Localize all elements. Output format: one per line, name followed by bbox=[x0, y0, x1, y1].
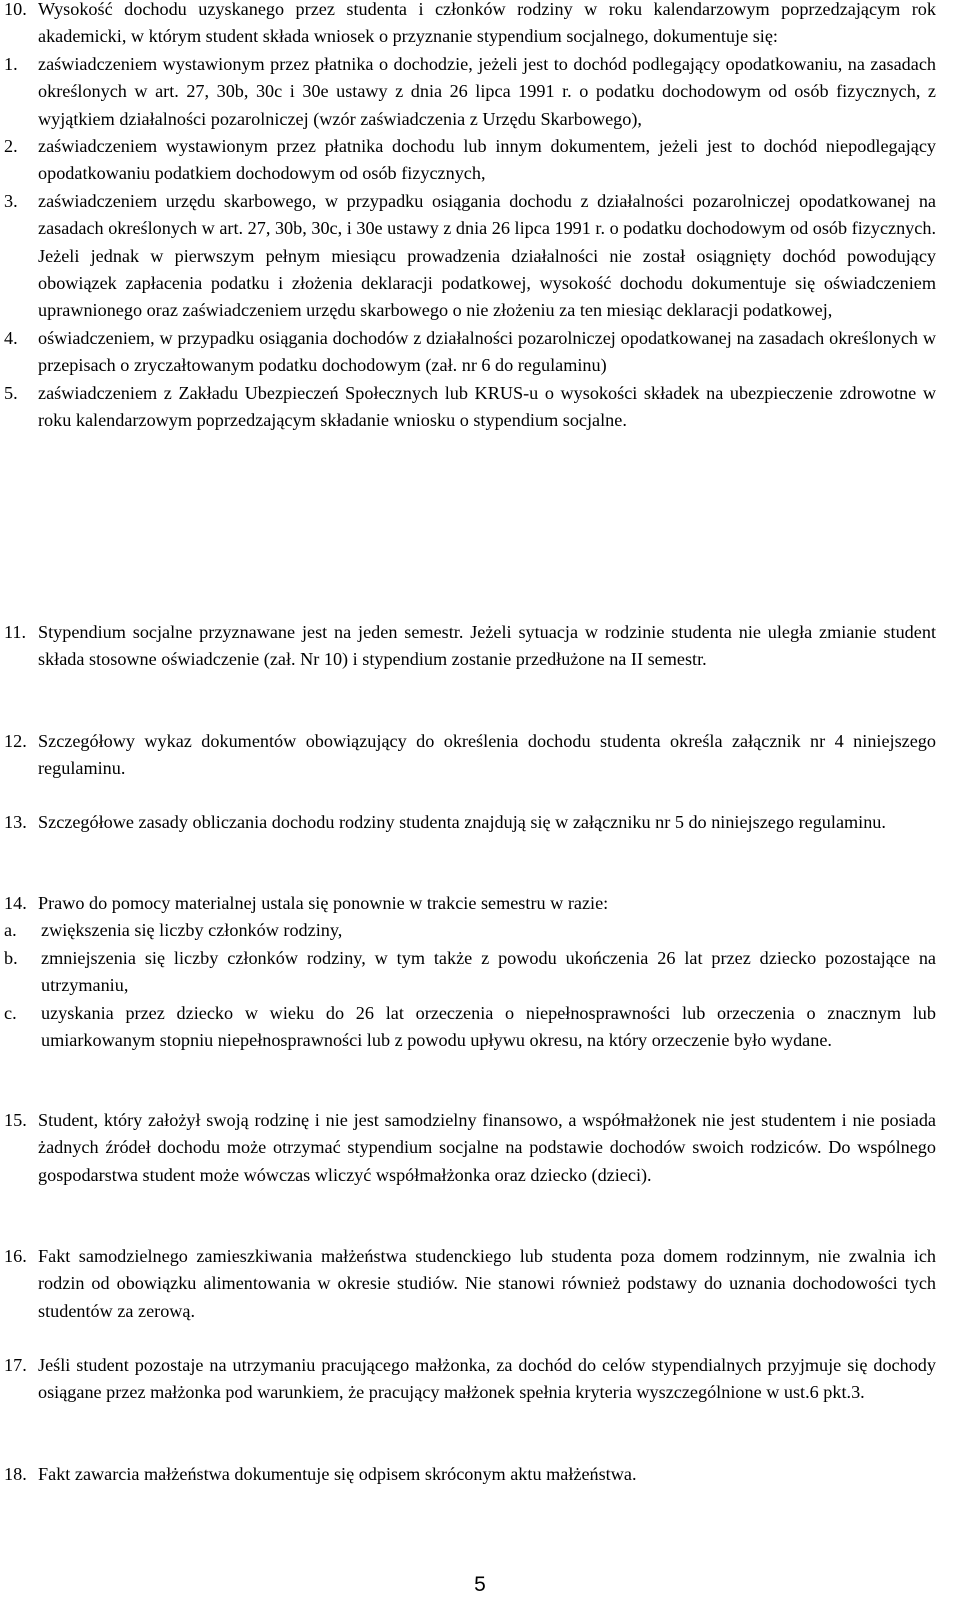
list-text: uzyskania przez dziecko w wieku do 26 lat orzeczenia o niepełnosprawności lub orzeczenia o znacznym lub umiarkowanym stopniu niepełnosprawności lub z powodu upływu okresu, na który orzeczenie było wydane. bbox=[41, 1002, 936, 1051]
paragraph-text: Szczegółowy wykaz dokumentów obowiązujący do określenia dochodu studenta określa załącznik nr 4 niniejszego regulaminu. bbox=[38, 731, 936, 779]
list-text: zaświadczeniem wystawionym przez płatnika o dochodzie, jeżeli jest to dochód podlegający opodatkowaniu, na zasadach określonych w art. 27, 30b, 30c i 30e ustawy z dnia 26 lipca 1991 r. o podatku dochodowym od osób fizycznych, z wyjątkiem działalności pozarolniczej (wzór zaświadczenia z Urzędu Skarbowego), bbox=[38, 53, 936, 129]
list-number: 2. bbox=[4, 136, 18, 157]
list-item bbox=[4, 325, 936, 380]
list-number: 3. bbox=[4, 190, 18, 211]
paragraph-number: 17. bbox=[4, 1355, 27, 1375]
list-item bbox=[4, 188, 936, 325]
page-number: 5 bbox=[474, 1573, 486, 1596]
list-item bbox=[4, 945, 936, 1000]
paragraph-text: Prawo do pomocy materialnej ustala się ponownie w trakcie semestru w razie: bbox=[38, 893, 609, 913]
paragraph-text: Szczegółowe zasady obliczania dochodu rodziny studenta znajdują się w załączniku nr 5 do niniejszego regulaminu. bbox=[38, 812, 886, 832]
paragraph-11 bbox=[4, 619, 936, 674]
paragraph-text: Student, który założył swoją rodzinę i nie jest samodzielny finansowo, a współmałżonek nie jest studentem i nie posiada żadnych źródeł dochodu może otrzymać stypendium socjalne na podstawie dochodów swoich rodziców. Do wspólnego gospodarstwa student może wówczas wliczyć współmałżonka oraz dziecko (dzieci). bbox=[38, 1110, 936, 1185]
paragraph-number: 13. bbox=[4, 812, 27, 832]
paragraph-10 bbox=[4, 0, 936, 435]
list-item bbox=[4, 917, 936, 944]
paragraph-text: Stypendium socjalne przyznawane jest na jeden semestr. Jeżeli sytuacja w rodzinie studenta nie uległa zmianie student składa stosowne oświadczenie (zał. Nr 10) i stypendium zostanie przedłużone na II semestr. bbox=[38, 622, 936, 670]
list-text: zwiększenia się liczby członków rodziny, bbox=[41, 920, 343, 941]
paragraph-number: 10. bbox=[4, 0, 27, 19]
list-text: oświadczeniem, w przypadku osiągania dochodów z działalności pozarolniczej opodatkowanej na zasadach określonych w przepisach o zryczałtowanym podatku dochodowym (zał. nr 6 do regulaminu) bbox=[38, 327, 936, 376]
paragraph-number: 11. bbox=[4, 622, 27, 642]
list-item bbox=[4, 51, 936, 133]
paragraph-text: Wysokość dochodu uzyskanego przez studenta i członków rodziny w roku kalendarzowym poprzedzającym rok akademicki, w którym student składa wniosek o przyznanie stypendium socjalnego, dokumentuje się: bbox=[38, 0, 936, 47]
list-letter: b. bbox=[4, 947, 18, 968]
paragraph-17 bbox=[4, 1352, 936, 1407]
paragraph-text: Fakt zawarcia małżeństwa dokumentuje się odpisem skróconym aktu małżeństwa. bbox=[38, 1464, 637, 1484]
list-item bbox=[4, 133, 936, 188]
paragraph-16 bbox=[4, 1243, 936, 1325]
paragraph-text: Jeśli student pozostaje na utrzymaniu pracującego małżonka, za dochód do celów stypendialnych przyjmuje się dochody osiągane przez małżonka pod warunkiem, że pracujący małżonek spełnia kryteria wyszczególnione w ust.6 pkt.3. bbox=[38, 1355, 936, 1403]
paragraph-number: 14. bbox=[4, 893, 27, 913]
paragraph-text: Fakt samodzielnego zamieszkiwania małżeństwa studenckiego lub studenta poza domem rodzinnym, nie zwalnia ich rodzin od obowiązku alimentowania w okresie studiów. Nie stanowi również podstawy do uznania dochodowości tych studentów za zerową. bbox=[38, 1246, 936, 1321]
paragraph-12 bbox=[4, 728, 936, 783]
paragraph-number: 18. bbox=[4, 1464, 27, 1484]
list-number: 5. bbox=[4, 382, 18, 403]
paragraph-13 bbox=[4, 809, 936, 836]
list-item bbox=[4, 1000, 936, 1055]
list-number: 1. bbox=[4, 53, 18, 74]
list-number: 4. bbox=[4, 327, 18, 348]
paragraph-14 bbox=[4, 890, 936, 1054]
list-text: zaświadczeniem urzędu skarbowego, w przypadku osiągania dochodu z działalności pozarolniczej opodatkowanej na zasadach określonych w art. 27, 30b, 30c, i 30e ustawy z dnia 26 lipca 1991 r. o podatku dochodowym od osób fizycznych. Jeżeli jednak w pierwszym pełnym miesiącu prowadzenia działalności nie został osiągnięty dochód powodujący obowiązek zapłacenia podatku i złożenia deklaracji podatkowej, wysokość dochodu dokumentuje się oświadczeniem uprawnionego oraz zaświadczeniem urzędu skarbowego o nie złożeniu za ten miesiąc deklaracji podatkowej, bbox=[38, 190, 936, 321]
paragraph-15 bbox=[4, 1107, 936, 1189]
paragraph-number: 16. bbox=[4, 1246, 27, 1266]
paragraph-18 bbox=[4, 1461, 936, 1488]
list-letter: a. bbox=[4, 920, 17, 941]
list-letter: c. bbox=[4, 1002, 17, 1023]
list-text: zaświadczeniem wystawionym przez płatnika dochodu lub innym dokumentem, jeżeli jest to dochód niepodlegający opodatkowaniu podatkiem dochodowym od osób fizycznych, bbox=[38, 136, 936, 184]
paragraph-number: 15. bbox=[4, 1110, 27, 1130]
paragraph-number: 12. bbox=[4, 731, 27, 751]
list-item bbox=[4, 380, 936, 435]
list-text: zaświadczeniem z Zakładu Ubezpieczeń Społecznych lub KRUS-u o wysokości składek na ubezpieczenie zdrowotne w roku kalendarzowym poprzedzającym składanie wniosku o stypendium socjalne. bbox=[38, 382, 936, 431]
list-text: zmniejszenia się liczby członków rodziny, w tym także z powodu ukończenia 26 lat przez dziecko pozostające na utrzymaniu, bbox=[41, 947, 936, 996]
